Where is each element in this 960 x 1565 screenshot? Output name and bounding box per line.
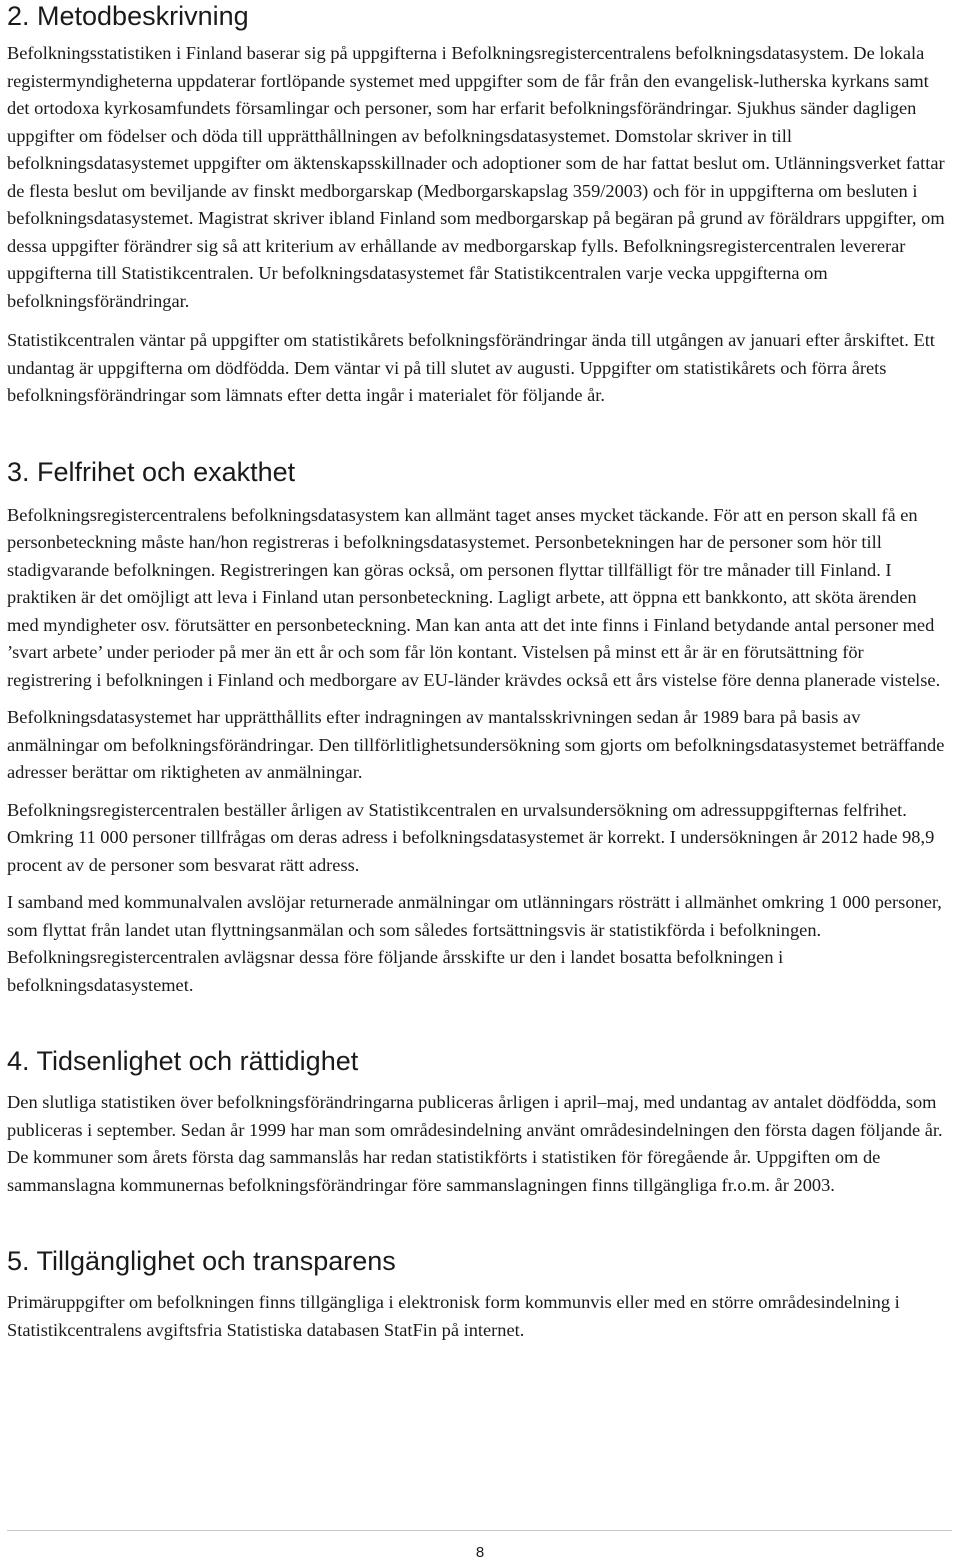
paragraph: Befolkningsstatistiken i Finland baserar sig på uppgifterna i Befolkningsregistercentralens befolkningsdatasystem. De lokala registermyndigheterna uppdaterar fortlöpande systemet med uppgifter som de får från den evangelisk-lutherska kyrkans samt det ortodoxa kyrkosamfundets församlingar och personer, som har erfarit befolkningsförändringar. Sjukhus sänder dagligen uppgifter om födelser och döda till upprätthållningen av befolkningsdatasystemet. Domstolar skriver in till befolkningsdatasystemet uppgifter om äktenskapsskillnader och adoptioner som de har fattat beslut om. Utlänningsverket fattar de flesta beslut om beviljande av finskt medborgarskap (Medborgarskapslag 359/2003) och för in uppgifterna om besluten i befolkningsdatasystemet. Magistrat skriver ibland Finland som medborgarskap på begäran på grund av föräldrars uppgifter, om dessa uppgifter förändrer sig så att kriterium av erhållande av medborgarskap fylls. Befolkningsregistercentralen levererar uppgifterna till Statistikcentralen. Ur befolkningsdatasystemet får Statistikcentralen varje vecka uppgifterna om befolkningsförändringar. (7, 43, 945, 311)
footer-divider (7, 1530, 952, 1531)
paragraph: Befolkningsregistercentralen beställer årligen av Statistikcentralen en urvalsundersökning om adressuppgifternas felfrihet. Omkring 11 000 personer tillfrågas om deras adress i befolkningsdatasystemet är korrekt. I undersökningen år 2012 hade 98,9 procent av de personer som besvarat rätt adress. (7, 799, 935, 875)
section-heading: 5. Tillgänglighet och transparens (7, 1246, 396, 1276)
paragraph: Den slutliga statistiken över befolkningsförändringarna publiceras årligen i april–maj, med undantag av antalet dödfödda, som publiceras i september. Sedan år 1999 har man som områdesindelning använt områdesindelningen den första dagen följande år. De kommuner som årets första dag sammanslås har redan statistikförts i statistiken för föregående år. Uppgiften om de sammanslagna kommunernas befolkningsförändringar före sammanslagningen finns tillgängliga fr.o.m. år 2003. (7, 1092, 943, 1195)
section-felfrihet-och-exakthet (7, 456, 952, 1000)
paragraph: Primäruppgifter om befolkningen finns tillgängliga i elektronisk form kommunvis eller med en större områdesindelning i Statistikcentralens avgiftsfria Statistiska databasen StatFin på internet. (7, 1292, 900, 1340)
section-heading: 4. Tidsenlighet och rättidighet (7, 1046, 359, 1076)
page-number: 8 (475, 1544, 485, 1561)
paragraph: Befolkningsregistercentralens befolkningsdatasystem kan allmänt taget anses mycket täckande. För att en person skall få en personbeteckning måste han/hon registreras i befolkningsdatasystemet. Personbetekningen har de personer som hör till stadigvarande befolkningen. Registreringen kan göras också, om personen flyttar tillfälligt för tre månader till Finland. I praktiken är det omöjligt att leva i Finland utan personbeteckning. Lagligt arbete, att öppna ett bankkonto, att sköta ärenden med myndigheter osv. förutsätter en personbeteckning. Man kan anta att det inte finns i Finland betydande antal personer med ’svart arbete’ under perioder på mer än ett år och som får lön kontant. Vistelsen på minst ett år är en förutsättning för registrering i befolkningen i Finland och medborgare av EU-länder krävdes också ett års vistelse före denna planerade vistelse. (7, 504, 941, 690)
section-tillganglighet-och-transparens (7, 1245, 952, 1344)
paragraph: Statistikcentralen väntar på uppgifter om statistikårets befolkningsförändringar ända till utgången av januari efter årskiftet. Ett undantag är uppgifterna om dödfödda. Dem väntar vi på till slutet av augusti. Uppgifter om statistikårets och förra årets befolkningsförändringar som lämnats efter detta ingår i materialet för följande år. (7, 330, 935, 405)
section-heading: 3. Felfrihet och exakthet (7, 456, 296, 487)
section-tidsenlighet-och-rattidighet (7, 1045, 952, 1199)
paragraph: I samband med kommunalvalen avslöjar returnerade anmälningar om utlänningars rösträtt i allmänhet omkring 1 000 personer, som flyttat från landet utan flyttningsanmälan och som således fortsättningsvis är statistikförda i befolkningen. Befolkningsregistercentralen avlägsnar dessa före följande årsskifte ur den i landet bosatta befolkningen i befolkningsdatasystemet. (7, 892, 942, 995)
section-metodbeskrivning (7, 0, 952, 410)
section-heading: 2. Metodbeskrivning (7, 1, 249, 31)
paragraph: Befolkningsdatasystemet har upprätthållits efter indragningen av mantalsskrivningen sedan år 1989 bara på basis av anmälningar om befolkningsförändringar. Den tillförlitlighetsundersökning som gjorts om befolkningsdatasystemet beträffande adresser berättar om riktigheten av anmälningar. (7, 707, 945, 782)
